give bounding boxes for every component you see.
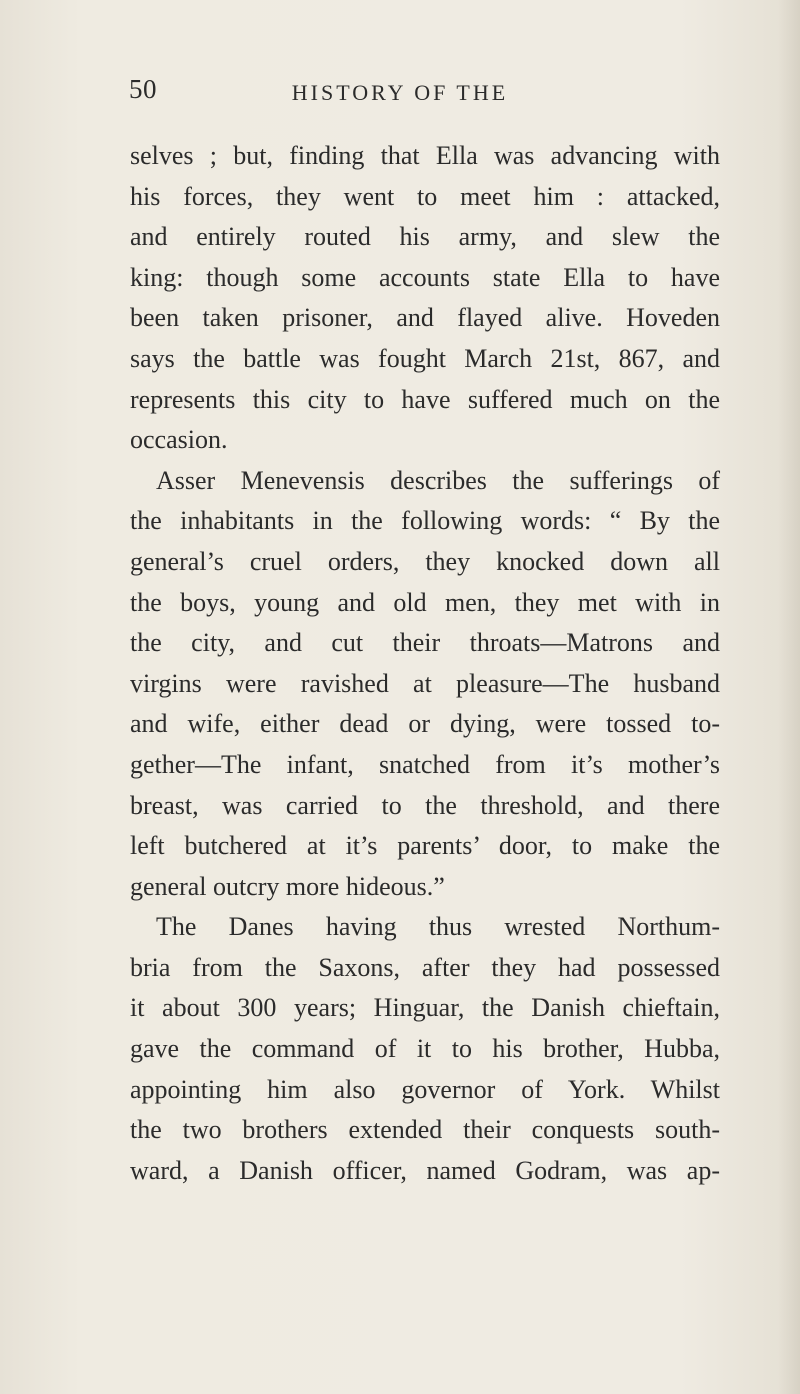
text-line: breast, was carried to the threshold, and there bbox=[130, 790, 720, 820]
text-line: king: though some accounts state Ella to have bbox=[130, 262, 720, 292]
text-line: general outcry more hideous.” bbox=[130, 871, 445, 901]
text-line: Asser Menevensis describes the sufferings of bbox=[156, 465, 720, 495]
text-line: the boys, young and old men, they met with in bbox=[130, 587, 720, 617]
text-line: general’s cruel orders, they knocked down all bbox=[130, 546, 720, 576]
text-line: gether—The infant, snatched from it’s mother’s bbox=[130, 749, 720, 779]
text-line: left butchered at it’s parents’ door, to make the bbox=[130, 831, 720, 861]
text-line: ward, a Danish officer, named Godram, was ap- bbox=[130, 1155, 720, 1185]
text-line: selves ; but, finding that Ella was advancing with bbox=[130, 141, 720, 170]
text-line: the inhabitants in the following words: “ By the bbox=[130, 506, 720, 536]
text-line: bria from the Saxons, after they had possessed bbox=[130, 952, 720, 982]
text-line: been taken prisoner, and flayed alive. Hoveden bbox=[130, 303, 720, 333]
text-line: represents this city to have suffered much on the bbox=[130, 384, 720, 414]
body-text bbox=[130, 136, 720, 1191]
text-line: appointing him also governor of York. Whilst bbox=[130, 1074, 720, 1104]
text-line: the two brothers extended their conquests south- bbox=[130, 1115, 720, 1145]
text-line: his forces, they went to meet him : attacked, bbox=[130, 181, 720, 211]
page-edge-shadow bbox=[778, 0, 800, 1394]
text-line: gave the command of it to his brother, Hubba, bbox=[130, 1034, 720, 1064]
text-line: says the battle was fought March 21st, 867, and bbox=[130, 343, 720, 373]
text-line: virgins were ravished at pleasure—The husband bbox=[130, 668, 720, 698]
text-line: and entirely routed his army, and slew the bbox=[130, 222, 720, 252]
text-line: it about 300 years; Hinguar, the Danish chieftain, bbox=[130, 993, 720, 1023]
text-line: the city, and cut their throats—Matrons and bbox=[130, 628, 720, 658]
running-head: HISTORY OF THE bbox=[291, 80, 509, 105]
page-number: 50 bbox=[129, 74, 157, 104]
text-line: occasion. bbox=[130, 425, 228, 455]
text-line: The Danes having thus wrested Northum- bbox=[156, 912, 720, 942]
text-line: and wife, either dead or dying, were tossed to- bbox=[130, 709, 720, 739]
